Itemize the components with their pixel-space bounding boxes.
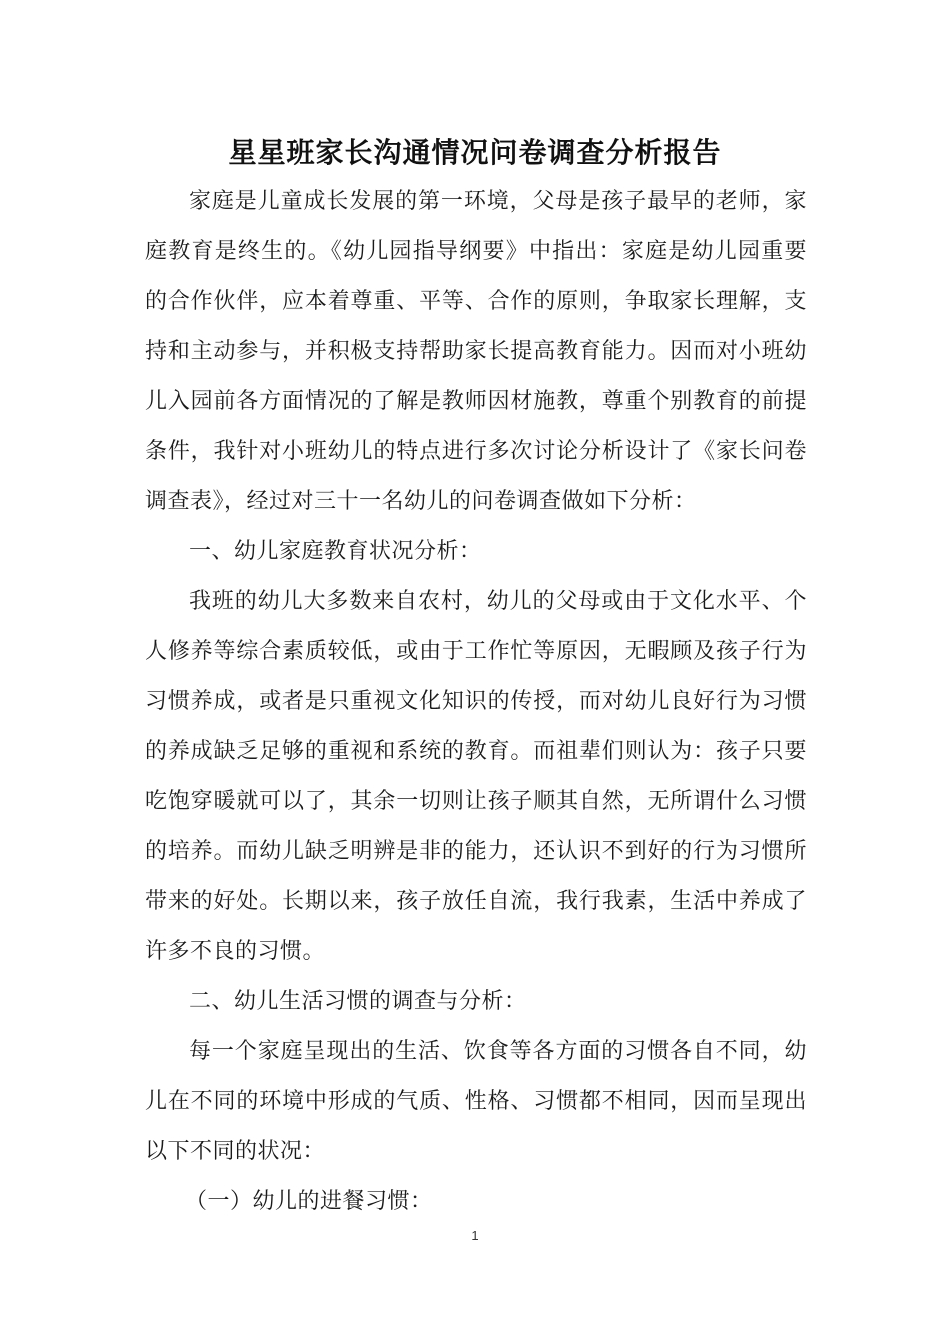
paragraph-living-habits: 每一个家庭呈现出的生活、饮食等各方面的习惯各自不同，幼儿在不同的环境中形成的气质、性格、习惯都不相同，因而呈现出以下不同的状况： bbox=[145, 1039, 807, 1164]
paragraph-intro: 家庭是儿童成长发展的第一环境，父母是孩子最早的老师，家庭教育是终生的。《幼儿园指导纲要》中指出：家庭是幼儿园重要的合作伙伴，应本着尊重、平等、合作的原则，争取家长理解，支持和主动参与，并积极支持帮助家长提高教育能力。因而对小班幼儿入园前各方面情况的了解是教师因材施教，尊重个别教育的前提条件，我针对小班幼儿的特点进行多次讨论分析设计了《家长问卷调查表》，经过对三十一名幼儿的问卷调查做如下分析： bbox=[145, 189, 807, 514]
paragraph-family-education: 我班的幼儿大多数来自农村，幼儿的父母或由于文化水平、个人修养等综合素质较低，或由于工作忙等原因，无暇顾及孩子行为习惯养成，或者是只重视文化知识的传授，而对幼儿良好行为习惯的养成缺乏足够的重视和系统的教育。而祖辈们则认为：孩子只要吃饱穿暖就可以了，其余一切则让孩子顺其自然，无所谓什么习惯的培养。而幼儿缺乏明辨是非的能力，还认识不到好的行为习惯所带来的好处。长期以来，孩子放任自流，我行我素，生活中养成了许多不良的习惯。 bbox=[145, 589, 807, 964]
document-body bbox=[145, 177, 807, 1227]
section-heading-family-education: 一、幼儿家庭教育状况分析： bbox=[189, 539, 482, 564]
section-heading-living-habits: 二、幼儿生活习惯的调查与分析： bbox=[189, 989, 527, 1014]
subsection-heading-eating-habits: （一）幼儿的进餐习惯： bbox=[185, 1189, 433, 1214]
page-number: 1 bbox=[471, 1228, 479, 1243]
document-title: 星星班家长沟通情况问卷调查分析报告 bbox=[228, 136, 722, 169]
